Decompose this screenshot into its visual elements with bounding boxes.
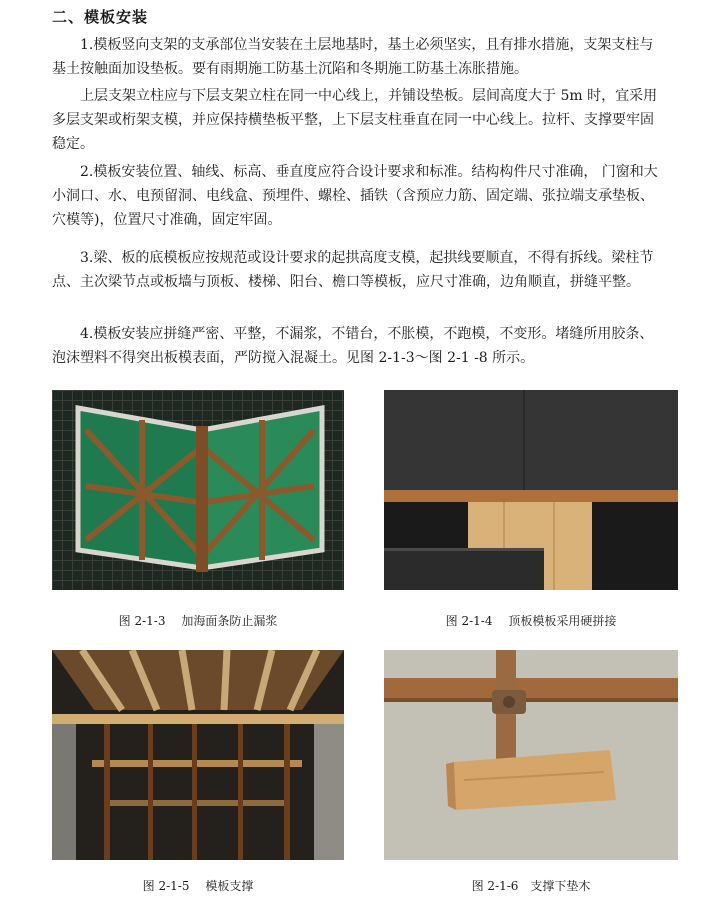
figure-2-1-4-photo bbox=[384, 390, 678, 590]
figure-2-1-3-photo bbox=[52, 390, 344, 590]
figure-2-1-4-caption: 图 2-1-4 顶板模板采用硬拼接 bbox=[445, 614, 617, 628]
figure-2-1-5-caption: 图 2-1-5 模板支撑 bbox=[142, 879, 254, 893]
figure-2-1-3-caption: 图 2-1-3 加海面条防止漏浆 bbox=[118, 614, 278, 628]
figure-2-1-6-caption: 图 2-1-6 支撑下垫木 bbox=[471, 879, 591, 893]
paragraph-5: 4.模板安装应拼缝严密、平整，不漏浆，不错台，不胀模，不跑模，不变形。堵缝所用胶条、泡沫塑料不得突出板模表面，严防搅入混凝土。见图 2-1-3～图 2-1 -8 所示。 bbox=[52, 326, 654, 366]
figure-2-1-5-photo bbox=[52, 650, 344, 860]
figure-2-1-6-photo bbox=[384, 650, 678, 860]
paragraph-1: 1.模板竖向支架的支承部位当安装在土层地基时，基土必须坚实，且有排水措施，支架支柱与基土按触面加设垫板。要有雨期施工防基土沉陷和冬期施工防基土冻胀措施。 bbox=[52, 37, 654, 77]
formwork-support-icon bbox=[52, 650, 344, 860]
paragraph-3: 2.模板安装位置、轴线、标高、垂直度应符合设计要求和标准。结构构件尺寸准确， 门窗和大小洞口、水、电预留洞、电线盒、预埋件、螺栓、插铁（含预应力筋、固定端、张拉端支承垫板、穴模等)，位置尺寸准确，固定牢固。 bbox=[52, 164, 658, 228]
support-base-timber-icon bbox=[384, 650, 678, 860]
paragraph-4: 3.梁、板的底模板应按规范或设计要求的起拱高度支模，起拱线要顺直，不得有拆线。梁柱节点、主次梁节点或板墙与顶板、楼梯、阳台、檐口等模板，应尺寸准确，边角顺直，拼缝平整。 bbox=[52, 250, 654, 290]
section-heading: 二、模板安装 bbox=[52, 8, 149, 26]
slab-formwork-hard-joint-icon bbox=[384, 390, 678, 590]
paragraph-2: 上层支架立柱应与下层支架立柱在同一中心线上，并铺设垫板。层间高度大于 5m 时，宜采用多层支架或桁架支模，并应保持横垫板平整，上下层支柱垂直在同一中心线上。拉杆、支撑要牢固稳定。 bbox=[52, 88, 658, 152]
formwork-corner-sealing-icon bbox=[52, 390, 344, 590]
